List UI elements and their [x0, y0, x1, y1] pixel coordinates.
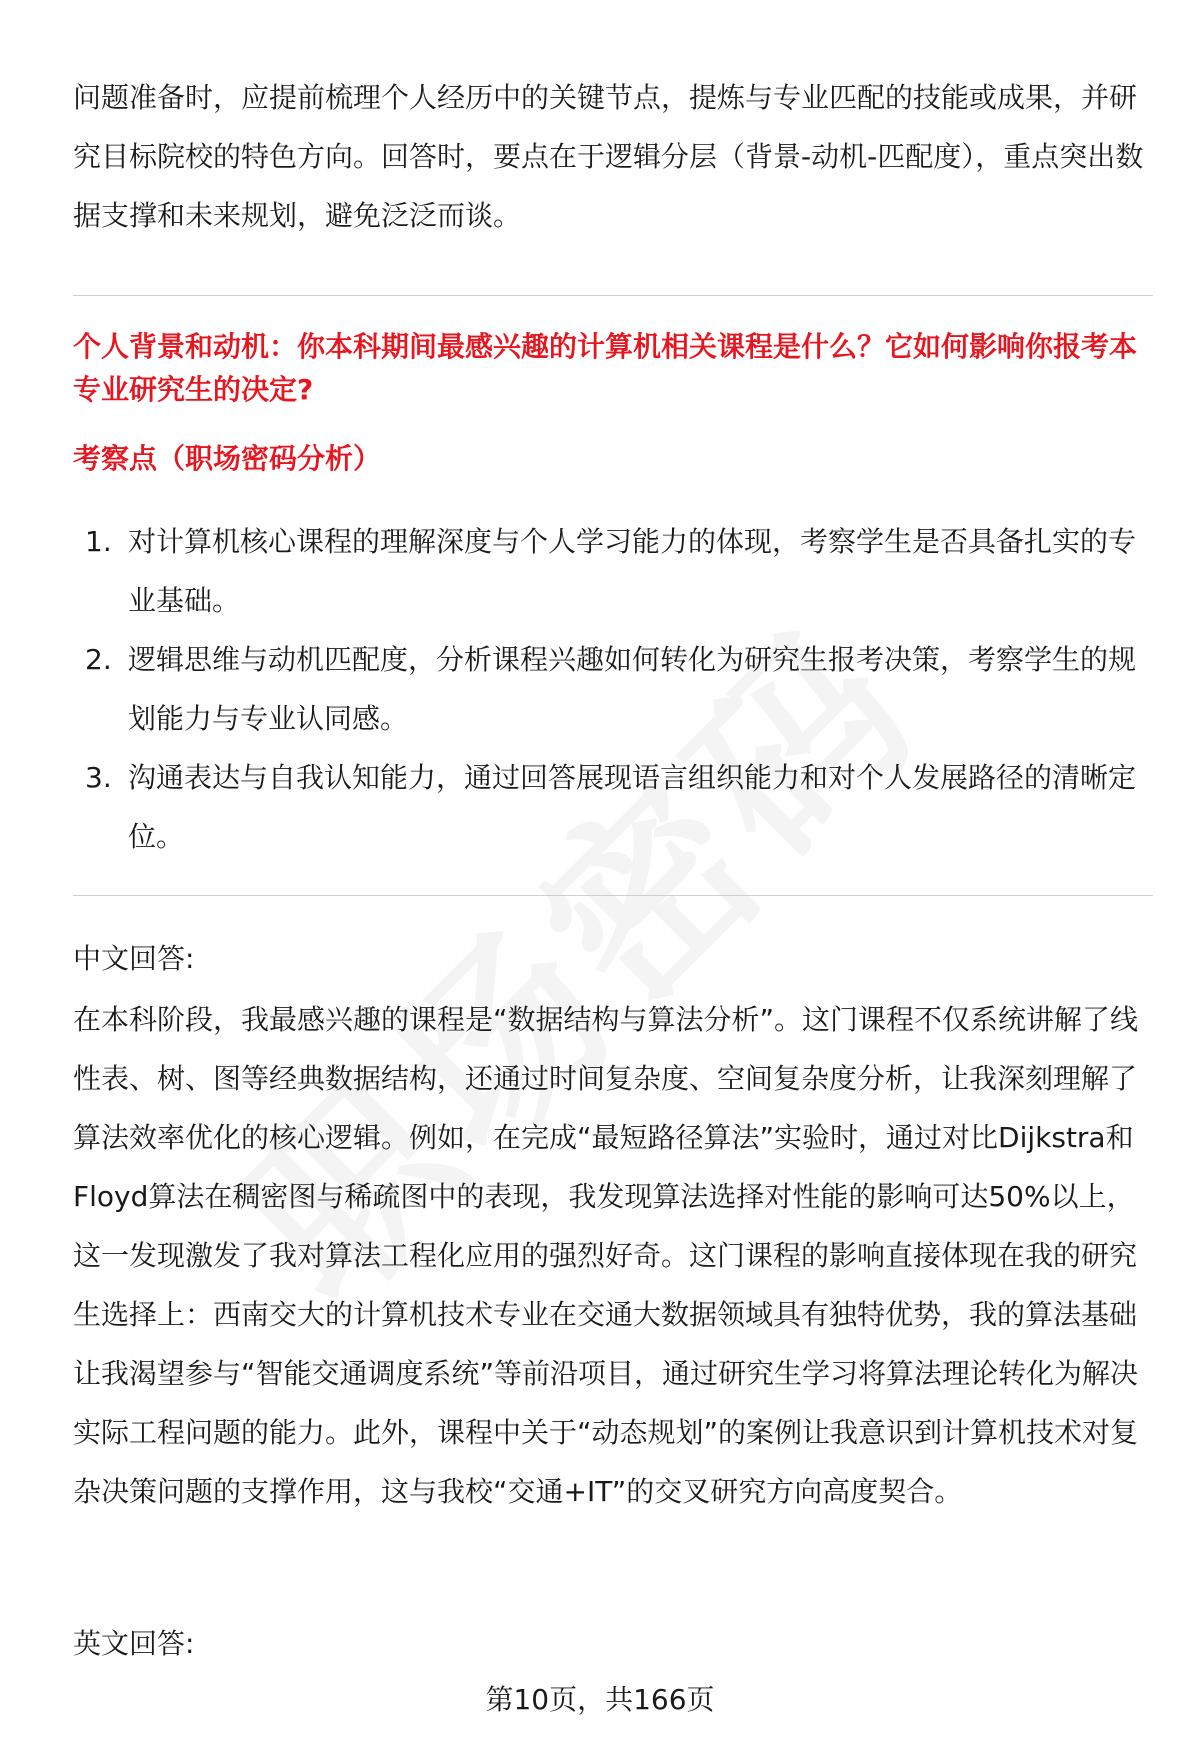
section-divider [73, 295, 1153, 296]
list-item [73, 512, 1153, 630]
list-item-text: 逻辑思维与动机匹配度，分析课程兴趣如何转化为研究生报考决策，考察学生的规划能力与专业认同感。 [128, 643, 1137, 735]
list-item-number: 3. [85, 761, 112, 794]
list-item [73, 748, 1153, 866]
examination-heading: 考察点（职场密码分析） [73, 442, 382, 475]
list-item-text: 沟通表达与自我认知能力，通过回答展现语言组织能力和对个人发展路径的清晰定位。 [128, 761, 1137, 853]
chinese-answer-label: 中文回答: [73, 942, 195, 975]
list-item-text: 对计算机核心课程的理解深度与个人学习能力的体现，考察学生是否具备扎实的专业基础。 [128, 525, 1137, 617]
intro-paragraph: 问题准备时，应提前梳理个人经历中的关键节点，提炼与专业匹配的技能或成果，并研究目标院校的特色方向。回答时，要点在于逻辑分层（背景-动机-匹配度），重点突出数据支撑和未来规划，避免泛泛而谈。 [73, 81, 1144, 232]
section-divider [73, 895, 1153, 896]
list-item-number: 2. [85, 643, 112, 676]
list-item [73, 630, 1153, 748]
question-heading: 个人背景和动机：你本科期间最感兴趣的计算机相关课程是什么？它如何影响你报考本专业研究生的决定? [73, 330, 1138, 406]
list-item-number: 1. [85, 525, 112, 558]
english-answer-label: 英文回答: [73, 1627, 195, 1660]
examination-points-list [73, 512, 1153, 866]
chinese-answer-paragraph: 在本科阶段，我最感兴趣的课程是“数据结构与算法分析”。这门课程不仅系统讲解了线性表、树、图等经典数据结构，还通过时间复杂度、空间复杂度分析，让我深刻理解了算法效率优化的核心逻辑。例如，在完成“最短路径算法”实验时，通过对比Dijkstra和Floyd算法在稠密图与稀疏图中的表现，我发现算法选择对性能的影响可达50%以上，这一发现激发了我对算法工程化应用的强烈好奇。这门课程的影响直接体现在我的研究生选择上：西南交大的计算机技术专业在交通大数据领域具有独特优势，我的算法基础让我渴望参与“智能交通调度系统”等前沿项目，通过研究生学习将算法理论转化为解决实际工程问题的能力。此外，课程中关于“动态规划”的案例让我意识到计算机技术对复杂决策问题的支撑作用，这与我校“交通+IT”的交叉研究方向高度契合。 [73, 1003, 1139, 1508]
page-footer: 第10页，共166页 [485, 1683, 715, 1716]
